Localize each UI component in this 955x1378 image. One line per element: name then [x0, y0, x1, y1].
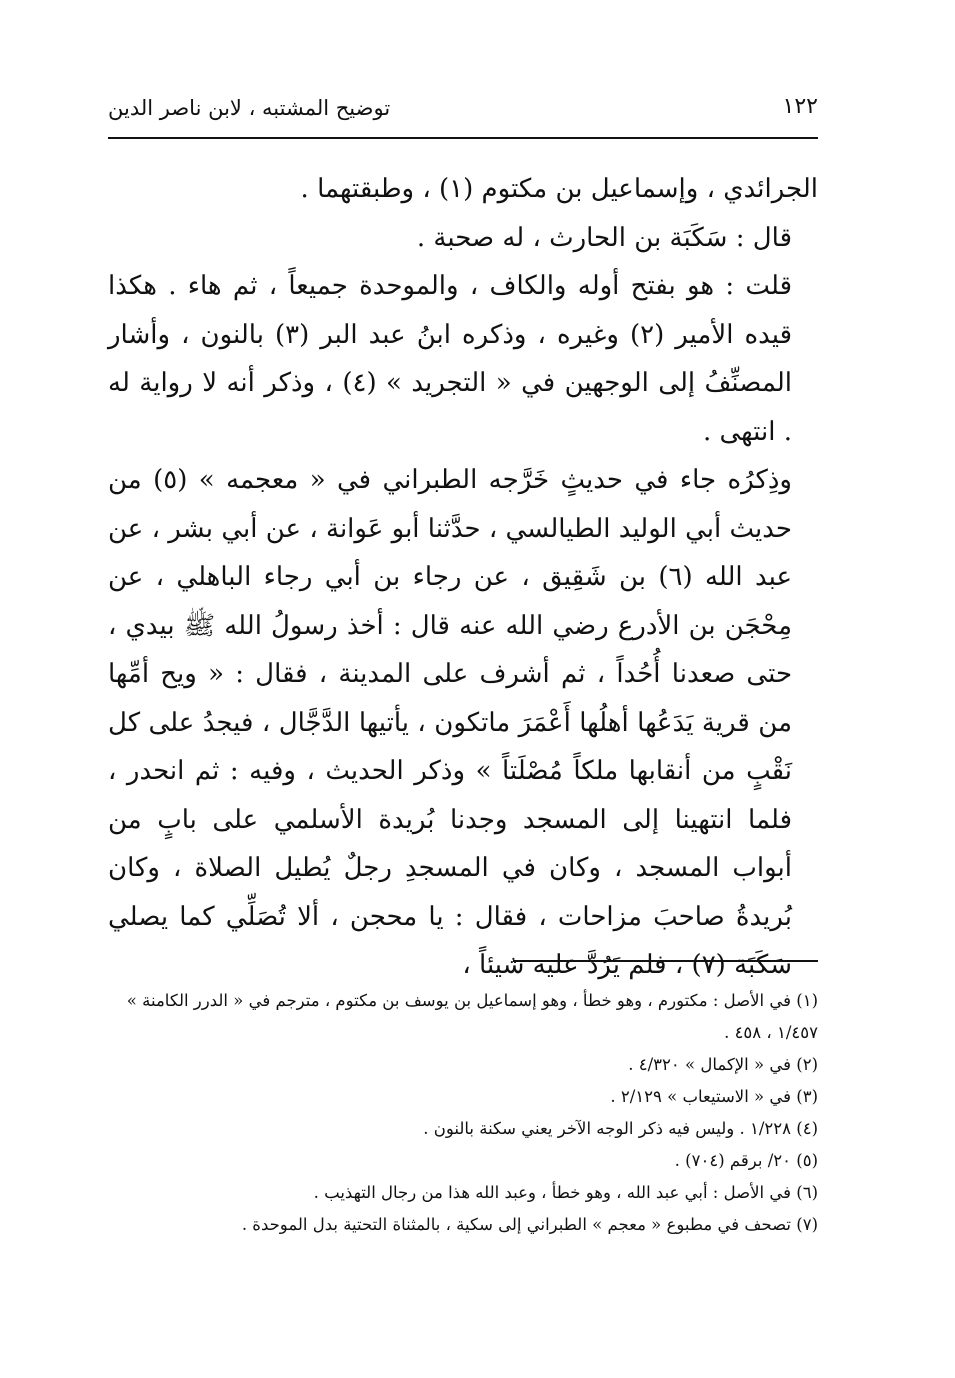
text-line: الأدرع رضي الله عنه قال : أخذ رسولُ الله ﷺ بيدي ، حتى صعدنا — [108, 610, 793, 689]
footnote-line: (٦) في الأصل : أبي عبد الله ، وهو خطأ ، وعبد الله هذا من رجال التهذيب . — [313, 1183, 818, 1202]
running-title: توضيح المشتبه ، لابن ناصر الدين — [108, 96, 391, 120]
footnote-line: (١) في الأصل : مكتورم ، وهو خطأ ، وهو إسماعيل بن يوسف بن مكتوم ، مترجم في « الدرر الكامنة » — [126, 991, 818, 1010]
text-line: الجرائدي ، وإسماعيل بن مكتوم (١) ، وطبقتهما . — [300, 174, 818, 204]
text-line: أبي الوليد الطيالسي ، حدَّثنا أبو عَوانة ، عن أبي بشر ، عن — [108, 513, 722, 544]
paragraph — [108, 214, 818, 263]
text-line: عبد الله (٦) بن شَقِيق ، عن رجاء بن أبي رجاء الباهلي ، عن مِحْجَن بن — [108, 562, 793, 641]
text-line: المسجد وجدنا بُريدة الأسلمي على بابٍ من أبواب المسجد ، وكان في — [108, 804, 792, 883]
page-number: ١٢٢ — [782, 94, 818, 119]
footnote-line: ١/٤٥٧ ، ٤٥٨ . — [724, 1023, 818, 1042]
text-line: قال : سَكَبَة بن الحارث ، له صحبة . — [416, 222, 792, 253]
footnotes — [108, 985, 818, 1241]
main-text — [108, 165, 818, 990]
text-line: قيده الأمير (٢) وغيره ، وذكره ابنُ عبد البر (٣) بالنون ، وأشار المصنِّفُ — [108, 319, 792, 398]
footnote-line: (٤) ١/٢٢٨ . وليس فيه ذكر الوجه الآخر يعني سكنة بالنون . — [423, 1119, 818, 1138]
paragraph — [108, 165, 818, 214]
text-line: قلت : هو بفتح أوله والكاف ، والموحدة جميعاً ، ثم هاء . هكذا — [108, 271, 792, 301]
text-line: وذِكرُه جاء في حديثٍ خَرَّجه الطبراني في « معجمه » (٥) من حديث — [108, 465, 793, 544]
footnote-line: (٧) تصحف في مطبوع « معجم » الطبراني إلى سكية ، بالمثناة التحتية بدل الموحدة . — [241, 1215, 818, 1234]
footnote-line: (٣) في « الاستيعاب » ٢/١٢٩ . — [610, 1087, 818, 1106]
text-line: أُحُداً ، ثم أشرف على المدينة ، فقال : « ويح أمِّها من قرية يَدَعُها — [108, 659, 792, 738]
footnote-separator — [513, 960, 818, 962]
text-line: إلى الوجهين في « التجريد » (٤) ، وذكر أنه لا رواية له . انتهى . — [108, 368, 792, 447]
text-line: أهلُها أَعْمَرَ ماتكون ، يأتيها الدَّجَّال ، فيجدُ على كل نَقْبٍ من أنقابها — [108, 707, 793, 786]
header-rule — [108, 137, 818, 139]
paragraph — [108, 456, 818, 990]
footnote-line: (٢) في « الإكمال » ٤/٣٢٠ . — [628, 1055, 818, 1074]
text-line: المسجدِ رجلٌ يُطيل الصلاة ، وكان بُريدةُ صاحبَ مزاحات ، فقال : — [108, 853, 792, 932]
footnote-line: (٥) ٢٠/ برقم (٧٠٤) . — [674, 1151, 818, 1170]
page-header — [108, 88, 818, 128]
text-line: يا محجن ، ألا تُصَلِّي كما يصلي سَكَبَة (٧) ، فلم يَرُدَّ عليه شيئاً ، — [108, 901, 792, 980]
paragraph — [108, 262, 818, 456]
text-line: ملكاً مُصْلَتاً » وذكر الحديث ، وفيه : ثم انحدر ، فلما انتهينا إلى — [108, 756, 793, 835]
